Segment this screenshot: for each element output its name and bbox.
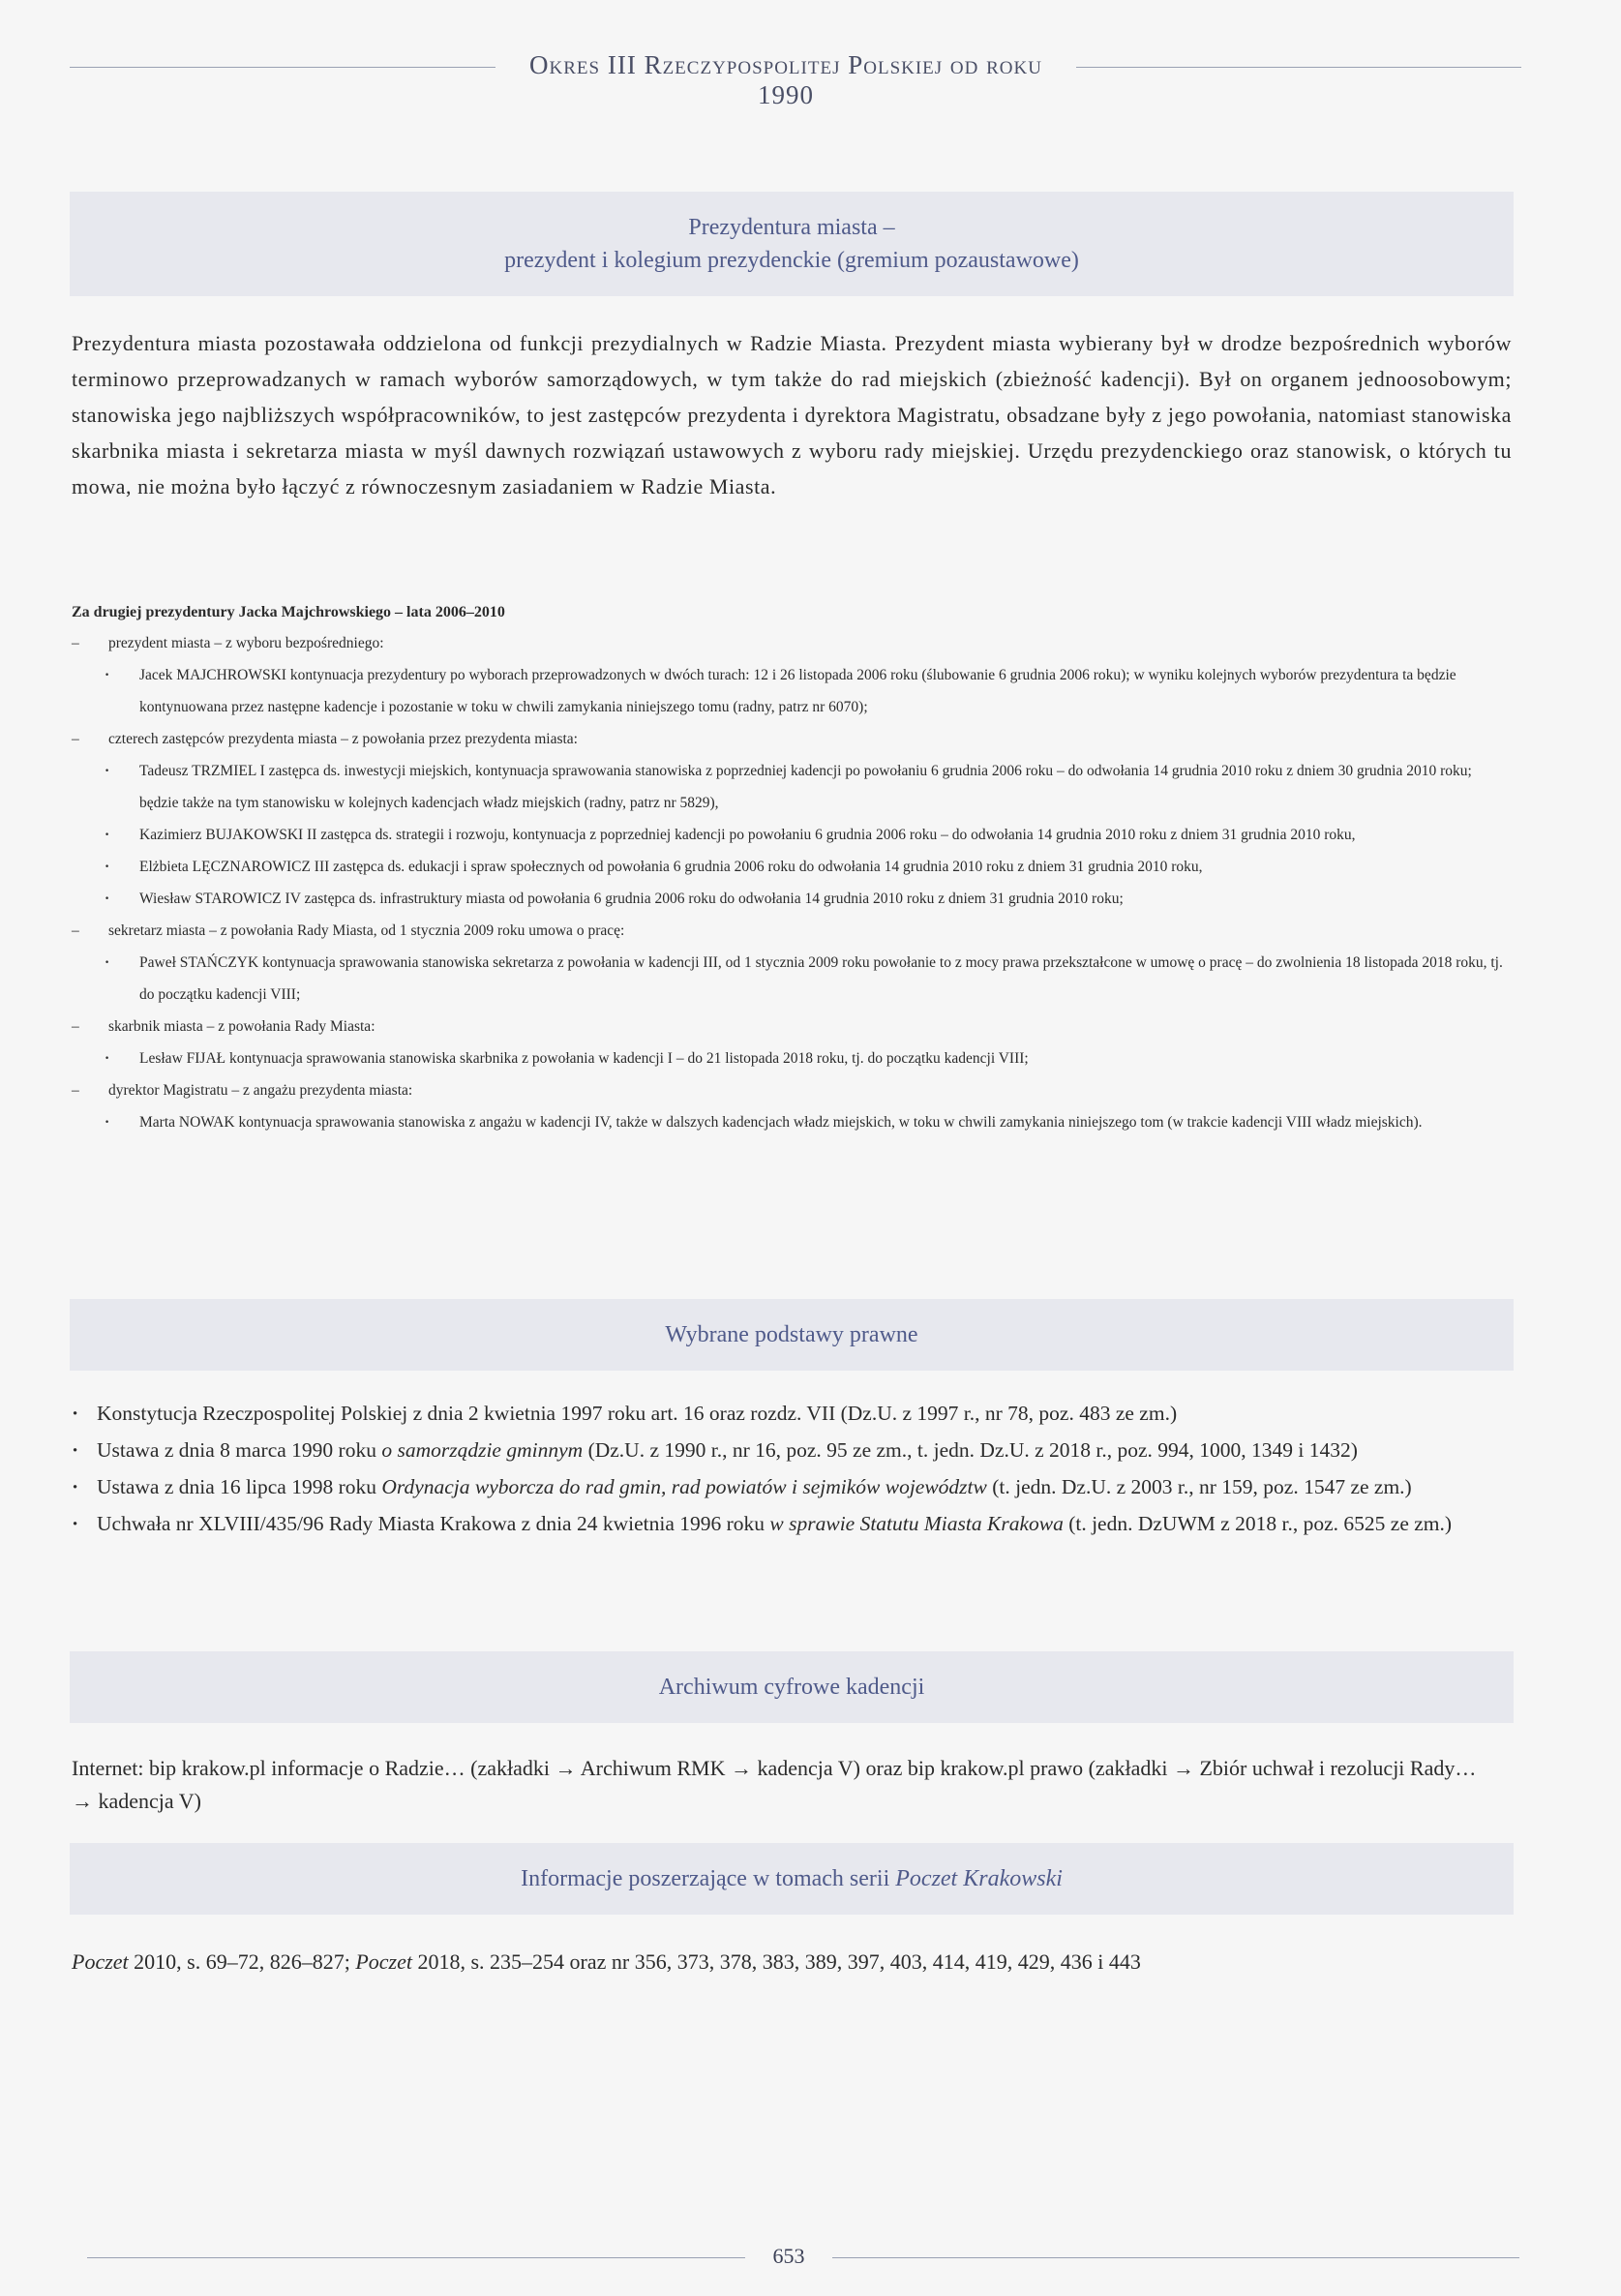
info-pages: 2018, s. 235–254 oraz nr 356, 373, 378, 383, 389, 397, 403, 414, 419, 429, 436 i 443 <box>412 1949 1141 1974</box>
legal-item-title: o samorządzie gminnym <box>381 1438 584 1462</box>
archive-text: Internet: bip krakow.pl informacje o Radzie… (zakładki → Archiwum RMK → kadencja V) oraz bip krakow.pl prawo (zakładki → Zbiór uchwał i rezolucji Rady… → kadencja V) <box>72 1756 1477 1813</box>
role-deputies: – czterech zastępców prezydenta miasta – z powołania przez prezydenta miasta: <box>72 723 1504 755</box>
role-secretary: – sekretarz miasta – z powołania Rady Miasta, od 1 stycznia 2009 roku umowa o pracę: <box>72 915 1504 947</box>
legal-item-text: Ustawa z dnia 8 marca 1990 roku <box>97 1438 382 1462</box>
info-text <box>72 1946 1485 1979</box>
legal-item-text: Ustawa z dnia 16 lipca 1998 roku <box>97 1475 382 1498</box>
info-heading-series: Poczet Krakowski <box>895 1866 1063 1891</box>
legal-item <box>72 1508 1485 1540</box>
intro-paragraph: Prezydentura miasta pozostawała oddzielona od funkcji prezydialnych w Radzie Miasta. Prezydent miasta wybierany był w drodze bezpośrednich wyborów terminowo przeprowadzanych w ramach wyborów samorządowych, w tym także do rad miejskich (zbieżność kadencji). Był on organem jednoosobowym; stanowiska jego najbliższych współpracowników, to jest zastępców prezydenta i dyrektora Magistratu, obsadzane były z jego powołania, natomiast stanowiska skarbnika miasta i sekretarza miasta w myśl dawnych rozwiązań ustawowych z wyboru rady miejskiej. Urzędu prezydenckiego oraz stanowisk, o których tu mowa, nie można było łączyć z równoczesnym zasiadaniem w Radzie Miasta. <box>72 331 1512 498</box>
legal-item-title: w sprawie Statutu Miasta Krakowa <box>769 1512 1064 1535</box>
person-entry: · Paweł STAŃCZYK kontynuacja sprawowania stanowiska sekretarza z powołania w kadencji III, od 1 stycznia 2009 roku powołanie to z mocy prawa przekształcone w umowę o pracę – do zwolnienia 18 listopada 2018 roku, tj. do początku kadencji VIII; <box>72 947 1504 1011</box>
person-entry: · Wiesław STAROWICZ IV zastępca ds. infrastruktury miasta od powołania 6 grudnia 2006 roku do odwołania 14 grudnia 2010 roku z dniem 31 grudnia 2010 roku; <box>72 883 1504 915</box>
legal-item-citation: (t. jedn. DzUWM z 2018 r., poz. 6525 ze zm.) <box>1063 1512 1453 1535</box>
legal-item <box>72 1398 1485 1430</box>
legal-bases-list <box>72 1398 1485 1545</box>
info-heading-text: Informacje poszerzające w tomach serii <box>521 1866 896 1891</box>
footer-rule-right <box>832 2257 1519 2258</box>
header-rule-left <box>70 67 495 68</box>
person-entry: · Jacek MAJCHROWSKI kontynuacja prezydentury po wyborach przeprowadzonych w dwóch turach: 12 i 26 listopada 2006 roku (ślubowanie 6 grudnia 2006 roku); w wyniku kolejnych wyborów prezydentura ta będzie kontynuowana przez następne kadencje i pozostanie w toku w chwili zamykania niniejszego tomu (radny, patrz nr 6070); <box>72 659 1504 723</box>
legal-item-text: Konstytucja Rzeczpospolitej Polskiej z dnia 2 kwietnia 1997 roku art. 16 oraz rozdz. VII (Dz.U. z 1997 r., nr 78, poz. 483 ze zm.) <box>97 1402 1178 1425</box>
person-entry: · Elżbieta LĘCZNAROWICZ III zastępca ds. edukacji i spraw społecznych od powołania 6 grudnia 2006 roku do odwołania 14 grudnia 2010 roku z dniem 31 grudnia 2010 roku, <box>72 851 1504 883</box>
info-pages: 2010, s. 69–72, 826–827; <box>128 1949 356 1974</box>
role-president: – prezydent miasta – z wyboru bezpośredniego: <box>72 627 1504 659</box>
legal-item-title: Ordynacja wyborcza do rad gmin, rad powiatów i sejmików województw <box>381 1475 987 1498</box>
section-heading-line1: Prezydentura miasta – <box>688 215 895 240</box>
legal-item-citation: (Dz.U. z 1990 r., nr 16, poz. 95 ze zm., t. jedn. Dz.U. z 2018 r., poz. 994, 1000, 1349 i 1432) <box>583 1438 1358 1462</box>
running-header-text: Okres III Rzeczypospolitej Polskiej od roku 1990 <box>529 50 1042 109</box>
person-entry: · Marta NOWAK kontynuacja sprawowania stanowiska z angażu w kadencji IV, także w dalszych kadencjach władz miejskich, w toku w chwili zamykania niniejszego tom (w trakcie kadencji VIII władz miejskich). <box>72 1106 1504 1138</box>
section-heading-line2: prezydent i kolegium prezydenckie (gremium pozaustawowe) <box>504 248 1079 273</box>
page-number: 653 <box>772 2244 805 2268</box>
role-treasurer: – skarbnik miasta – z powołania Rady Miasta: <box>72 1011 1504 1042</box>
section-heading-prezydentura <box>70 192 1514 296</box>
term-block <box>72 600 1504 1138</box>
legal-item-text: Uchwała nr XLVIII/435/96 Rady Miasta Krakowa z dnia 24 kwietnia 1996 roku <box>97 1512 770 1535</box>
person-entry: · Lesław FIJAŁ kontynuacja sprawowania stanowiska skarbnika z powołania w kadencji I – do 21 listopada 2018 roku, tj. do początku kadencji VIII; <box>72 1042 1504 1074</box>
header-rule-right <box>1076 67 1521 68</box>
section-heading-info <box>70 1843 1514 1915</box>
term-title: Za drugiej prezydentury Jacka Majchrowskiego – lata 2006–2010 <box>72 604 505 620</box>
person-entry: · Tadeusz TRZMIEL I zastępca ds. inwestycji miejskich, kontynuacja sprawowania stanowiska z poprzedniej kadencji po powołaniu 6 grudnia 2006 roku – do odwołania 14 grudnia 2010 roku z dniem 30 grudnia 2010 roku; będzie także na tym stanowisku w kolejnych kadencjach władz miejskich (radny, patrz nr 5829), <box>72 755 1504 819</box>
legal-item <box>72 1435 1485 1466</box>
role-director: – dyrektor Magistratu – z angażu prezydenta miasta: <box>72 1074 1504 1106</box>
legal-item <box>72 1471 1485 1503</box>
info-series-name: Poczet <box>355 1949 412 1974</box>
info-series-name: Poczet <box>72 1949 129 1974</box>
footer-rule-left <box>87 2257 745 2258</box>
section-heading-legal: Wybrane podstawy prawne <box>70 1299 1514 1371</box>
legal-item-citation: (t. jedn. Dz.U. z 2003 r., nr 159, poz. 1547 ze zm.) <box>986 1475 1412 1498</box>
section-heading-archive: Archiwum cyfrowe kadencji <box>70 1651 1514 1723</box>
running-header <box>70 50 1521 109</box>
page-footer <box>87 2244 1519 2273</box>
person-entry: · Kazimierz BUJAKOWSKI II zastępca ds. strategii i rozwoju, kontynuacja z poprzedniej kadencji po powołaniu 6 grudnia 2006 roku – do odwołania 14 grudnia 2010 roku z dniem 31 grudnia 2010 roku, <box>72 819 1504 851</box>
